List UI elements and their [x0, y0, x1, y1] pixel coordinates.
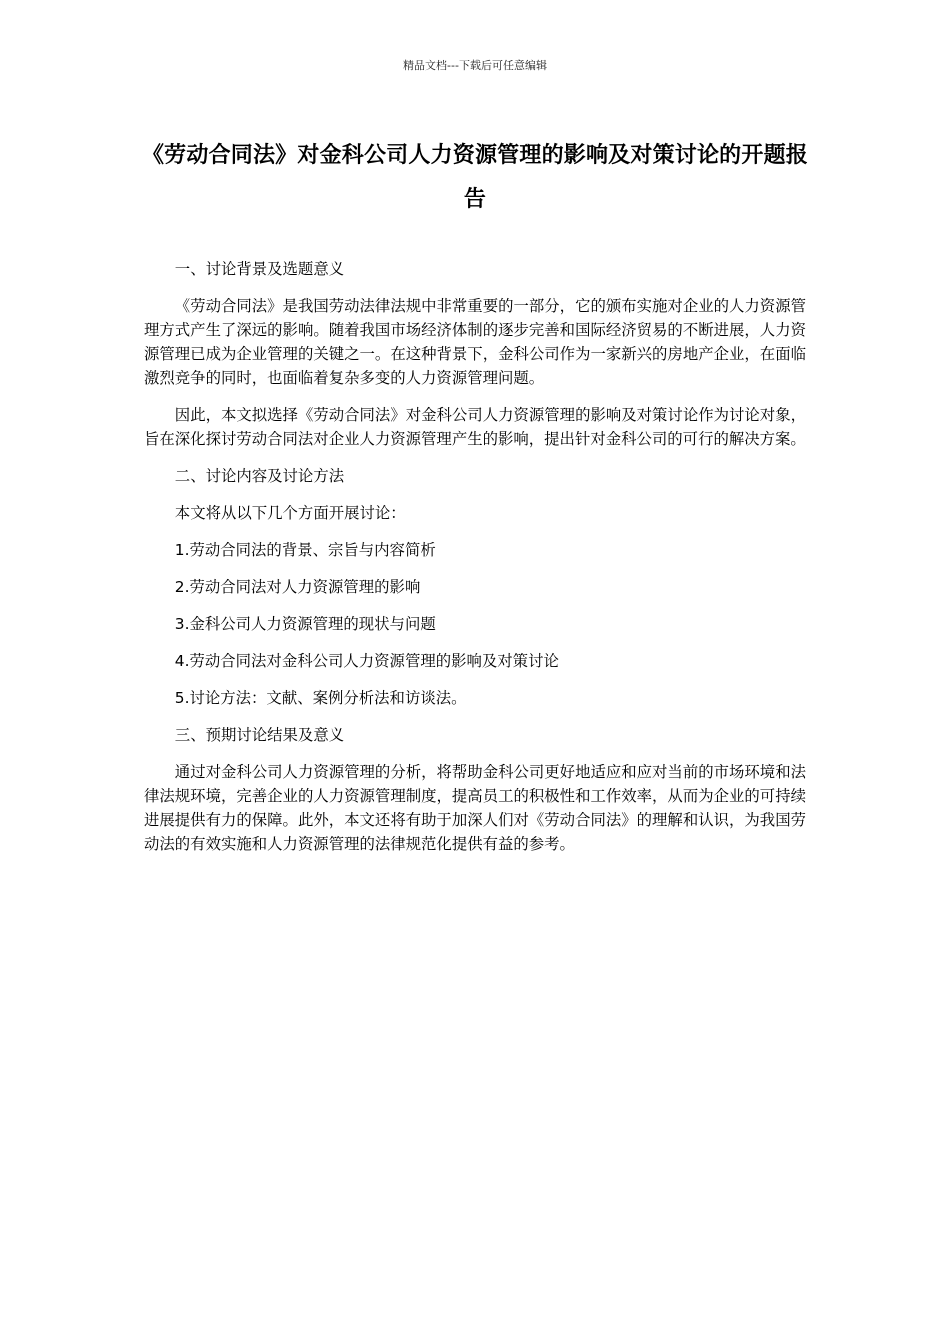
list-item: 5.讨论方法：文献、案例分析法和访谈法。 [174, 689, 467, 707]
list-item: 2.劳动合同法对人力资源管理的影响 [174, 578, 421, 596]
list-item: 1.劳动合同法的背景、宗旨与内容简析 [174, 541, 436, 559]
section-heading-content-method: 二、讨论内容及讨论方法 [174, 467, 345, 485]
paragraph-background: 《劳动合同法》是我国劳动法律法规中非常重要的一部分，它的颁布实施对企业的人力资源管理方式产生了深远的影响。随着我国市场经济体制的逐步完善和国际经济贸易的不断进展，人力资源管理已成为企业管理的关键之一。在这种背景下，金科公司作为一家新兴的房地产企业，在面临激烈竞争的同时，也面临着复杂多变的人力资源管理问题。 [144, 297, 806, 387]
section-heading-background: 一、讨论背景及选题意义 [174, 260, 345, 278]
page-header-note: 精品文档---下载后可任意编辑 [403, 59, 547, 72]
paragraph-purpose: 因此，本文拟选择《劳动合同法》对金科公司人力资源管理的影响及对策讨论作为讨论对象，旨在深化探讨劳动合同法对企业人力资源管理产生的影响，提出针对金科公司的可行的解决方案。 [144, 406, 806, 448]
list-item: 4.劳动合同法对金科公司人力资源管理的影响及对策讨论 [174, 652, 559, 670]
list-item: 3.金科公司人力资源管理的现状与问题 [174, 615, 436, 633]
section-heading-expected-results: 三、预期讨论结果及意义 [174, 726, 345, 744]
paragraph-expected-results: 通过对金科公司人力资源管理的分析，将帮助金科公司更好地适应和应对当前的市场环境和法律法规环境，完善企业的人力资源管理制度，提高员工的积极性和工作效率，从而为企业的可持续进展提供有力的保障。此外，本文还将有助于加深人们对《劳动合同法》的理解和认识，为我国劳动法的有效实施和人力资源管理的法律规范化提供有益的参考。 [144, 763, 806, 853]
paragraph-intro: 本文将从以下几个方面开展讨论： [174, 504, 406, 522]
document-title: 《劳动合同法》对金科公司人力资源管理的影响及对策讨论的开题报告 [141, 143, 808, 212]
document-body [144, 257, 806, 869]
